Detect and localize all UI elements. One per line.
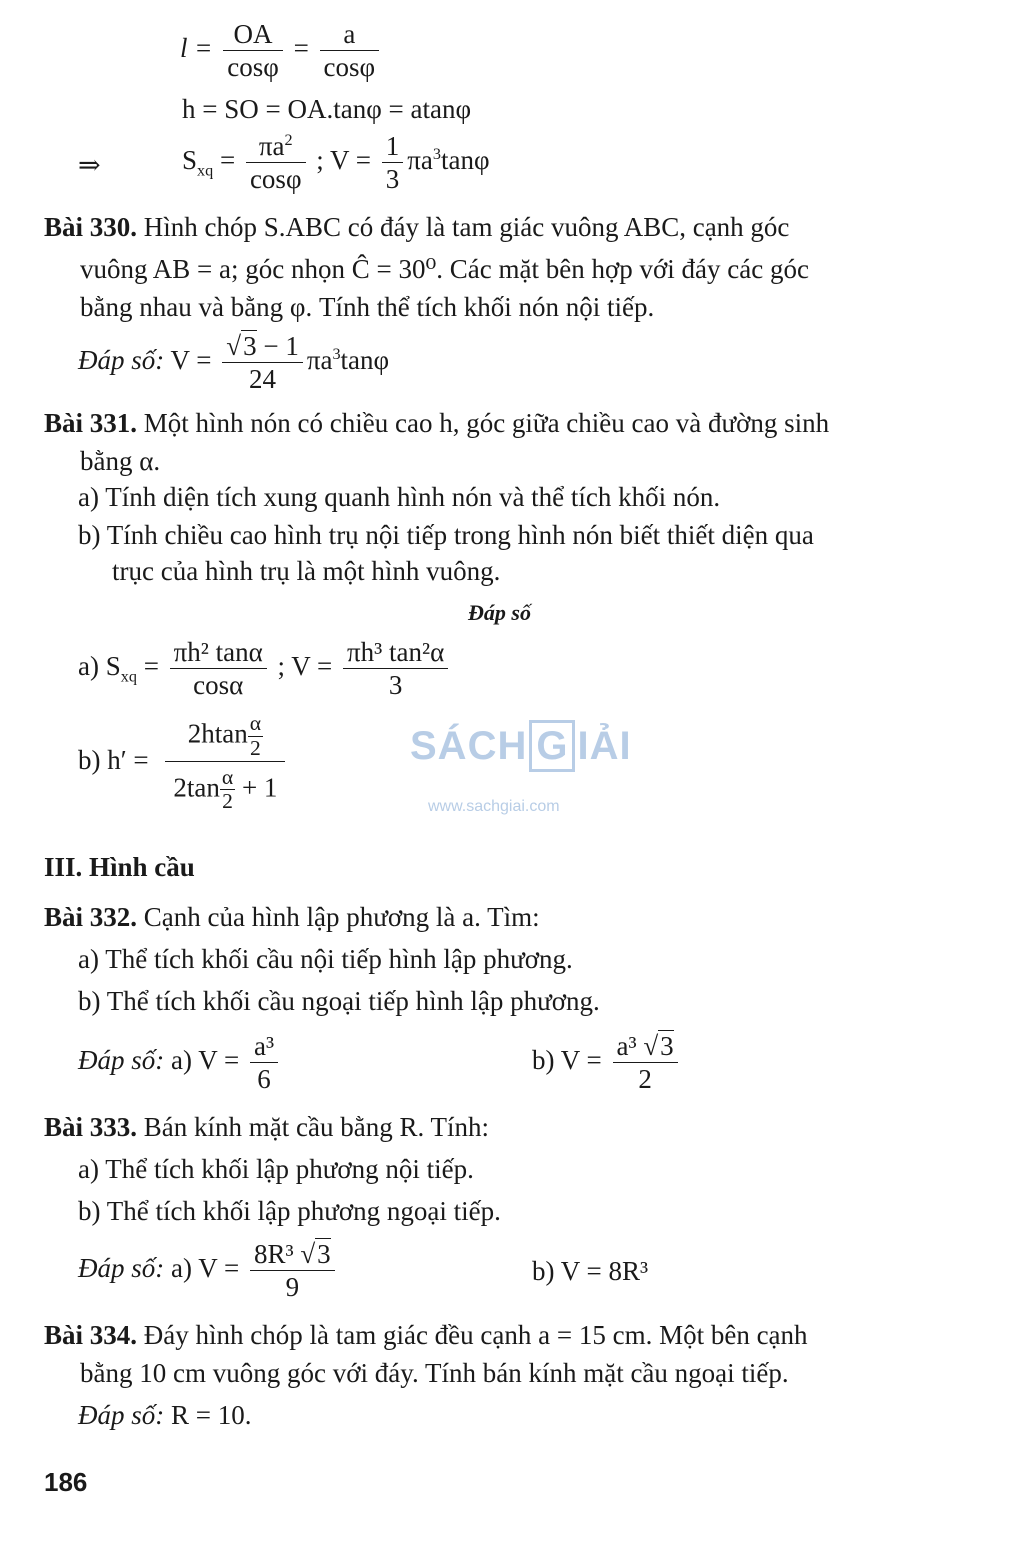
exercise-332-answer-b — [532, 1030, 682, 1096]
ans-a-333-num-pre: 8R³ — [253, 1239, 294, 1269]
exercise-334-line2: bằng 10 cm vuông góc với đáy. Tính bán kính mặt cầu ngoại tiếp. — [80, 1358, 789, 1388]
exercise-332-line1 — [44, 902, 540, 933]
l-fraction-2 — [320, 18, 380, 84]
exercise-333-label: Bài 333. — [44, 1112, 138, 1142]
exercise-334-answer — [78, 1400, 252, 1431]
formula-l — [180, 18, 383, 84]
b-prefix: b) h′ = — [78, 745, 149, 776]
a-den2: 3 — [388, 670, 403, 701]
sxq-num — [246, 130, 306, 163]
ans-a-333-rad: 3 — [317, 1239, 331, 1269]
exercise-330-line2: vuông AB = a; góc nhọn Ĉ = 30⁰. Các mặt bên hợp với đáy các góc — [80, 254, 809, 284]
exercise-334-label: Bài 334. — [44, 1320, 138, 1350]
l-den2: cosφ — [323, 52, 376, 83]
a-fraction-1 — [170, 636, 267, 702]
exercise-331-label: Bài 331. — [44, 408, 138, 438]
b-fraction — [165, 712, 285, 814]
exercise-332-part-a: a) Thể tích khối cầu nội tiếp hình lập phương. — [78, 944, 573, 974]
ans-b-332: b) V = — [532, 1045, 602, 1076]
a-num: πh² tanα — [170, 636, 267, 669]
b-den-half-alpha — [220, 766, 235, 815]
exercise-334-line1 — [44, 1320, 808, 1351]
a-sep: ; V = — [277, 651, 333, 682]
l-den1: cosφ — [227, 52, 279, 83]
ans-b-332-den: 2 — [638, 1064, 652, 1095]
answer-label-333: Đáp số: — [78, 1253, 165, 1284]
answer-label: Đáp số: — [78, 345, 165, 376]
a-fraction-2 — [343, 636, 448, 702]
b-num-pre: 2htan — [187, 718, 248, 749]
exercise-331-part-b1: b) Tính chiều cao hình trụ nội tiếp trong hình nón biết thiết diện qua — [78, 520, 814, 550]
ans-den: 24 — [249, 364, 277, 395]
ans-a-333-fraction — [250, 1238, 335, 1304]
b-den-pre: 2tan — [173, 771, 220, 802]
a-num2: πh³ tan²α — [343, 636, 448, 669]
v-den: 3 — [385, 164, 400, 195]
alpha-num-2: α — [221, 764, 234, 789]
exercise-331-answer-a — [78, 636, 452, 702]
answer-label-332: Đáp số: — [78, 1045, 165, 1076]
sxq-num-text: πa — [258, 131, 285, 161]
watermark-part3: IẢI — [577, 724, 632, 768]
l-num2: a — [320, 18, 380, 51]
l-num1: OA — [223, 18, 283, 51]
b-den — [165, 762, 285, 815]
exercise-333-answer-b: b) V = 8R³ — [532, 1256, 649, 1286]
exercise-333-line1 — [44, 1112, 489, 1143]
ans-b-332-num: a³ √3 — [613, 1030, 678, 1063]
watermark-logo — [410, 720, 632, 772]
exercise-333-part-b: b) Thể tích khối lập phương ngoại tiếp. — [78, 1196, 501, 1226]
answer-334-value: R = 10. — [171, 1400, 252, 1430]
l-lhs: l = — [180, 33, 213, 64]
a-den: cosα — [193, 670, 244, 701]
exercise-330-line3: bằng nhau và bằng φ. Tính thể tích khối nón nội tiếp. — [80, 292, 655, 322]
exercise-331-line2: bằng α. — [80, 446, 161, 476]
ans-a-333: a) V = — [171, 1253, 240, 1284]
exercise-331-text1: Một hình nón có chiều cao h, góc giữa chiều cao và đường sinh — [143, 408, 830, 438]
l-eq: = — [293, 33, 309, 64]
exercise-332-label: Bài 332. — [44, 902, 138, 932]
exercise-331-answer-b — [78, 712, 289, 814]
ans-sup: 3 — [332, 345, 341, 364]
sxq-num-sup: 2 — [284, 131, 293, 149]
ans-b-332-rad: 3 — [660, 1031, 674, 1061]
formula-h: h = SO = OA.tanφ = atanφ — [182, 94, 472, 124]
ans-b-332-num-pre: a³ — [616, 1031, 637, 1061]
ans-a-332-num: a³ — [250, 1030, 278, 1063]
sxq-sub: xq — [197, 161, 214, 180]
ans-tail: tanφ — [340, 345, 390, 376]
implies-arrow: ⇒ — [78, 150, 101, 180]
v-tail: tanφ — [441, 145, 490, 176]
alpha-den: 2 — [250, 735, 261, 760]
sqrt-sign: √ — [226, 331, 242, 361]
exercise-331-part-a: a) Tính diện tích xung quanh hình nón và thể tích khối nón. — [78, 482, 721, 512]
exercise-334-text1: Đáy hình chóp là tam giác đều cạnh a = 15 cm. Một bên cạnh — [143, 1320, 808, 1350]
exercise-332-part-b: b) Thể tích khối cầu ngoại tiếp hình lập phương. — [78, 986, 600, 1016]
ans-a-332-den: 6 — [257, 1064, 271, 1095]
exercise-332-answer-a — [78, 1030, 282, 1096]
ans-a-333-num: 8R³ √3 — [250, 1238, 335, 1271]
alpha-num: α — [249, 711, 262, 735]
ans-lhs: V = — [170, 345, 212, 376]
exercise-333-answer-a — [78, 1238, 339, 1304]
v-eq: ; V = — [316, 145, 372, 176]
ans-a-332-fraction — [250, 1030, 278, 1096]
watermark-g: G — [529, 720, 575, 772]
watermark-url: www.sachgiai.com — [428, 798, 560, 815]
sxq-eq: = — [219, 145, 236, 176]
ans-a-332: a) V = — [171, 1045, 240, 1076]
exercise-333-part-a: a) Thể tích khối lập phương nội tiếp. — [78, 1154, 474, 1184]
b-num-half-alpha — [248, 712, 263, 761]
v-rest: πa — [407, 145, 433, 176]
exercise-332-text1: Cạnh của hình lập phương là a. Tìm: — [143, 902, 540, 932]
exercise-330-line1 — [44, 212, 789, 243]
alpha-den-2: 2 — [222, 789, 233, 814]
ans-rest: πa — [306, 345, 333, 376]
ans-b-332-fraction — [613, 1030, 678, 1096]
v-fraction — [382, 130, 404, 196]
sxq-den: cosφ — [249, 164, 302, 195]
a-sub: xq — [120, 667, 137, 686]
b-den-post: + 1 — [241, 771, 278, 802]
exercise-330-text1: Hình chóp S.ABC có đáy là tam giác vuông ABC, cạnh góc — [143, 212, 790, 242]
ans-a-333-den: 9 — [285, 1272, 300, 1303]
sqrt-radicand: 3 — [243, 331, 257, 361]
page-number: 186 — [44, 1467, 88, 1497]
sxq-s: S — [182, 145, 198, 176]
v-num: 1 — [382, 130, 404, 163]
exercise-330-answer — [78, 330, 389, 396]
ans-fraction — [222, 330, 303, 396]
l-fraction-1 — [223, 18, 283, 84]
watermark-part1: SÁCH — [410, 724, 528, 768]
exercise-330-label: Bài 330. — [44, 212, 138, 242]
ans-num — [222, 330, 303, 363]
ans-num-post: − 1 — [256, 331, 299, 361]
a-eq: = — [143, 651, 159, 682]
b-num — [165, 712, 285, 762]
v-sup: 3 — [432, 145, 442, 164]
exercise-331-answer-label: Đáp số — [468, 600, 531, 625]
exercise-331-part-b2: trục của hình trụ là một hình vuông. — [112, 556, 501, 586]
sxq-fraction — [246, 130, 306, 196]
exercise-331-line1 — [44, 408, 829, 439]
answer-label-334: Đáp số: — [78, 1400, 165, 1430]
formula-sxq-v — [182, 130, 490, 196]
section-title: III. Hình cầu — [44, 852, 195, 882]
a-prefix: a) S — [78, 651, 121, 682]
exercise-333-text1: Bán kính mặt cầu bằng R. Tính: — [143, 1112, 489, 1142]
